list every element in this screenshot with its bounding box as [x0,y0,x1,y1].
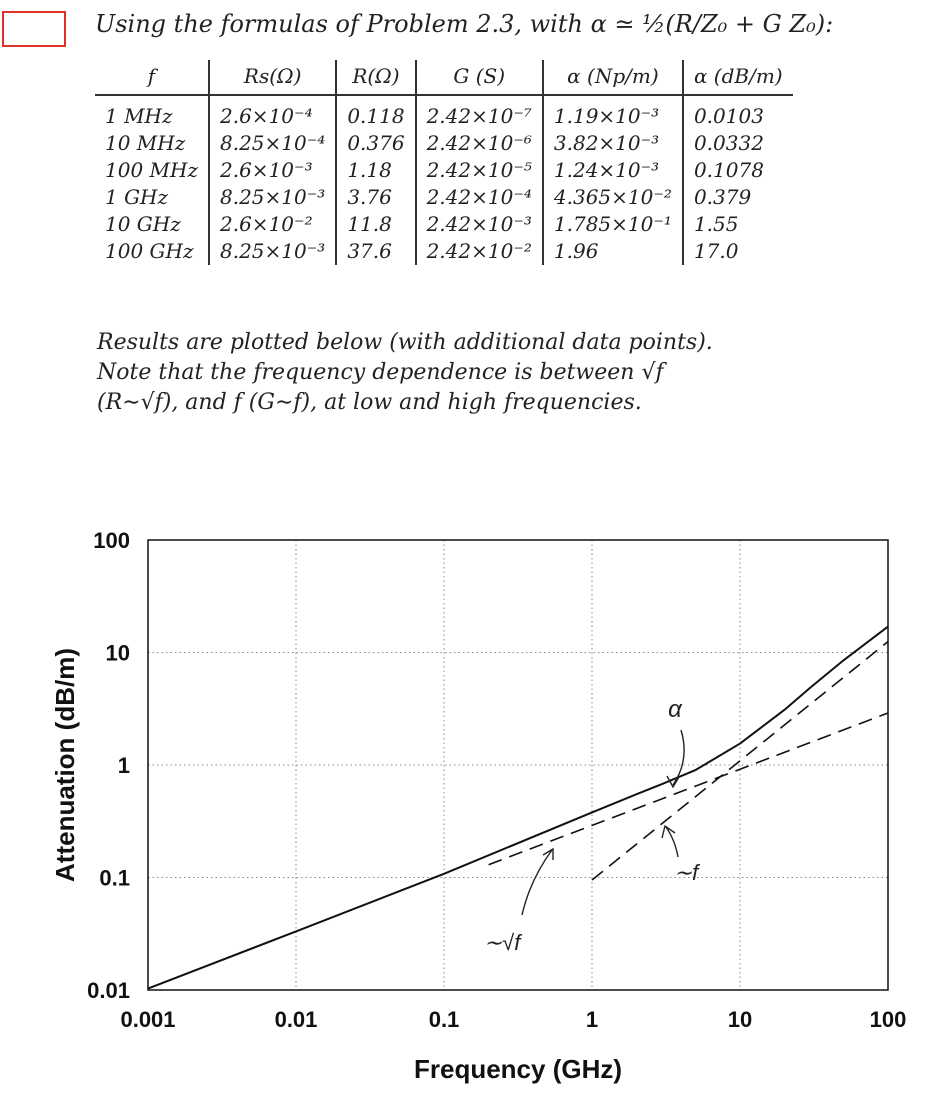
table-cell: 1.18 [336,157,415,184]
table-cell: 3.82×10⁻³ [543,130,683,157]
table-cell: 1 GHz [105,185,169,209]
table-cell: 2.42×10⁻⁴ [416,184,543,211]
table-cell: 8.25×10⁻⁴ [209,130,336,157]
table-row [95,130,793,157]
table-row [95,184,793,211]
table-cell: 2.6×10⁻³ [209,157,336,184]
table-cell: 1.24×10⁻³ [543,157,683,184]
chart-svg [0,505,948,1097]
table-cell: 10 MHz [105,131,186,155]
x-tick-label: 0.1 [428,1007,460,1032]
table-cell: 2.42×10⁻³ [416,211,543,238]
table-cell: 100 GHz [105,239,194,263]
table-cell: 2.42×10⁻⁶ [416,130,543,157]
table-cell: 37.6 [336,238,415,265]
results-table [95,60,793,265]
table-cell: 0.0332 [683,130,793,157]
x-tick-label: 0.01 [274,1007,318,1032]
table-cell: 8.25×10⁻³ [209,238,336,265]
intro-text: Using the formulas of Problem 2.3, with α ≃ ½(R/Z₀ + G Z₀): [95,10,834,38]
annotation-f: ∼f [673,860,699,885]
y-tick-label: 10 [105,640,130,666]
x-tick-label: 1 [585,1007,599,1032]
note-line: (R∼√f), and f (G∼f), at low and high frequencies. [97,390,642,415]
table-cell: 1.55 [683,211,793,238]
sqrt-f-asymptote [489,713,888,865]
highlight-box [2,11,66,47]
table-cell: 2.6×10⁻² [209,211,336,238]
note-line: Results are plotted below (with additional data points). [97,330,713,355]
table-cell: 0.376 [336,130,415,157]
table-cell: 1.96 [543,238,683,265]
table-cell: 1.785×10⁻¹ [543,211,683,238]
table-cell: 4.365×10⁻² [543,184,683,211]
table-cell: 1 MHz [105,104,173,128]
y-axis-label: Attenuation (dB/m) [50,648,80,882]
table-cell: 2.42×10⁻² [416,238,543,265]
table-cell: 10 GHz [105,212,181,236]
x-tick-label: 0.001 [120,1007,176,1032]
header-alpha-db: α (dB/m) [683,60,793,95]
table-cell: 11.8 [336,211,415,238]
attenuation-chart [0,505,948,1097]
table-cell: 2.42×10⁻⁵ [416,157,543,184]
table-row [95,238,793,265]
x-axis-label: Frequency (GHz) [413,1054,623,1084]
annotation-alpha: α [668,696,682,723]
table-cell: 1.19×10⁻³ [543,95,683,130]
table-cell: 0.379 [683,184,793,211]
y-tick-label: 0.1 [99,865,130,891]
table-cell: 0.0103 [683,95,793,130]
table-cell: 100 MHz [105,158,198,182]
table-cell: 0.118 [336,95,415,130]
table-row [95,211,793,238]
table-cell: 2.6×10⁻⁴ [209,95,336,130]
header-alpha-np: α (Np/m) [543,60,683,95]
y-tick-label: 0.01 [87,978,130,1003]
y-tick-label: 100 [93,528,130,553]
annotation-arrow [522,850,552,915]
table-cell: 3.76 [336,184,415,211]
header-conductance: G (S) [416,60,543,95]
table-cell: 0.1078 [683,157,793,184]
annotation-sqrt-f: ∼√f [483,930,521,955]
note-line: Note that the frequency dependence is between √f [97,360,664,385]
x-tick-label: 100 [869,1007,907,1032]
table-header-row [95,60,793,95]
notes [97,328,713,418]
table-row [95,95,793,130]
x-tick-label: 10 [727,1007,753,1032]
table-cell: 2.42×10⁻⁷ [416,95,543,130]
y-tick-label: 1 [117,753,130,778]
table-cell: 8.25×10⁻³ [209,184,336,211]
header-frequency: f [95,60,209,95]
header-resistance: R(Ω) [336,60,415,95]
table-cell: 17.0 [683,238,793,265]
header-surface-resistance: Rs(Ω) [209,60,336,95]
table-row [95,157,793,184]
